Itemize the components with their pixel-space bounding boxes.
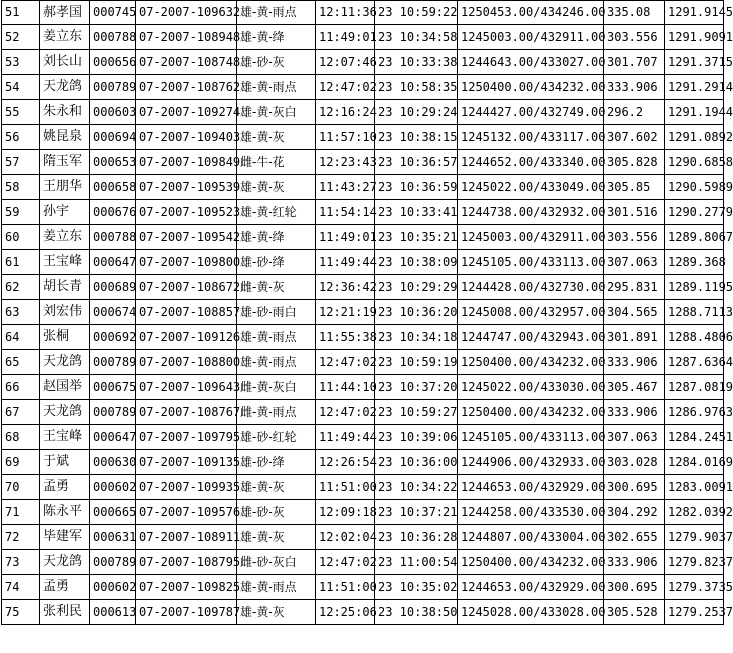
ring-number-cell: 07-2007-109643 (136, 375, 237, 400)
table-row (2, 600, 724, 625)
sex-color-cell: 雄-黄-雨点 (237, 575, 316, 600)
member-id-cell: 000630 (90, 450, 136, 475)
sex-color-cell: 雄-砂-绛 (237, 450, 316, 475)
distance-cell: 303.028 (604, 450, 665, 475)
ring-number-cell: 07-2007-109135 (136, 450, 237, 475)
ring-number-cell: 07-2007-108857 (136, 300, 237, 325)
member-id-cell: 000789 (90, 400, 136, 425)
speed-cell: 1291.9091 (665, 25, 724, 50)
speed-cell: 1290.6858 (665, 150, 724, 175)
sex-color-cell: 雌-黄-灰 (237, 275, 316, 300)
distance-cell: 303.556 (604, 25, 665, 50)
owner-name-cell: 胡长青 (40, 275, 90, 300)
owner-name-cell: 刘长山 (40, 50, 90, 75)
arrival-time-cell: 23 10:35:02 (375, 575, 458, 600)
rank-cell: 56 (2, 125, 40, 150)
ring-number-cell: 07-2007-109126 (136, 325, 237, 350)
owner-name-cell: 陈永平 (40, 500, 90, 525)
coordinates-cell: 1245132.00/433117.00 (458, 125, 604, 150)
member-id-cell: 000603 (90, 100, 136, 125)
arrival-time-cell: 23 10:36:20 (375, 300, 458, 325)
ring-number-cell: 07-2007-109849 (136, 150, 237, 175)
ring-number-cell: 07-2007-109800 (136, 250, 237, 275)
owner-name-cell: 孙宇 (40, 200, 90, 225)
arrival-time-cell: 23 10:36:57 (375, 150, 458, 175)
results-table (1, 0, 733, 625)
rank-cell: 59 (2, 200, 40, 225)
speed-cell: 1279.9037 (665, 525, 724, 550)
rank-cell: 73 (2, 550, 40, 575)
arrival-time-cell: 23 10:59:27 (375, 400, 458, 425)
sex-color-cell: 雄-砂-红轮 (237, 425, 316, 450)
ring-number-cell: 07-2007-109787 (136, 600, 237, 625)
speed-cell: 1291.1944 (665, 100, 724, 125)
rank-cell: 53 (2, 50, 40, 75)
table-row (2, 425, 724, 450)
coordinates-cell: 1245003.00/432911.00 (458, 225, 604, 250)
sex-color-cell: 雄-砂-灰 (237, 50, 316, 75)
ring-number-cell: 07-2007-108795 (136, 550, 237, 575)
speed-cell: 1291.3715 (665, 50, 724, 75)
distance-cell: 295.831 (604, 275, 665, 300)
arrival-time-cell: 23 10:34:58 (375, 25, 458, 50)
owner-name-cell: 天龙鸽 (40, 75, 90, 100)
ring-number-cell: 07-2007-108800 (136, 350, 237, 375)
speed-cell: 1284.0169 (665, 450, 724, 475)
ring-number-cell: 07-2007-108911 (136, 525, 237, 550)
sex-color-cell: 雄-黄-灰 (237, 175, 316, 200)
arrival-time-cell: 23 10:36:28 (375, 525, 458, 550)
sex-color-cell: 雄-黄-灰 (237, 125, 316, 150)
ring-number-cell: 07-2007-108748 (136, 50, 237, 75)
member-id-cell: 000789 (90, 350, 136, 375)
release-time-cell: 11:51:00 (316, 475, 375, 500)
ring-number-cell: 07-2007-109523 (136, 200, 237, 225)
member-id-cell: 000788 (90, 225, 136, 250)
owner-name-cell: 赵国举 (40, 375, 90, 400)
table-row (2, 225, 724, 250)
owner-name-cell: 于斌 (40, 450, 90, 475)
arrival-time-cell: 23 10:37:20 (375, 375, 458, 400)
sex-color-cell: 雄-黄-雨点 (237, 350, 316, 375)
distance-cell: 333.906 (604, 350, 665, 375)
speed-cell: 1279.2537 (665, 600, 724, 625)
speed-cell: 1288.7113 (665, 300, 724, 325)
ring-number-cell: 07-2007-109795 (136, 425, 237, 450)
arrival-time-cell: 23 10:59:19 (375, 350, 458, 375)
release-time-cell: 12:07:46 (316, 50, 375, 75)
table-row (2, 325, 724, 350)
arrival-time-cell: 23 10:38:09 (375, 250, 458, 275)
sex-color-cell: 雄-黄-绛 (237, 225, 316, 250)
table-row (2, 300, 724, 325)
rank-cell: 71 (2, 500, 40, 525)
owner-name-cell: 孟勇 (40, 475, 90, 500)
member-id-cell: 000689 (90, 275, 136, 300)
speed-cell: 1289.8067 (665, 225, 724, 250)
distance-cell: 305.85 (604, 175, 665, 200)
table-row (2, 1, 724, 25)
member-id-cell: 000653 (90, 150, 136, 175)
distance-cell: 304.292 (604, 500, 665, 525)
release-time-cell: 12:02:04 (316, 525, 375, 550)
speed-cell: 1291.0892 (665, 125, 724, 150)
arrival-time-cell: 23 10:36:59 (375, 175, 458, 200)
member-id-cell: 000676 (90, 200, 136, 225)
member-id-cell: 000631 (90, 525, 136, 550)
release-time-cell: 12:36:42 (316, 275, 375, 300)
rank-cell: 57 (2, 150, 40, 175)
sex-color-cell: 雄-黄-雨点 (237, 325, 316, 350)
sex-color-cell: 雌-黄-灰白 (237, 375, 316, 400)
distance-cell: 300.695 (604, 575, 665, 600)
results-table-body (2, 1, 733, 625)
distance-cell: 296.2 (604, 100, 665, 125)
arrival-time-cell: 23 10:37:21 (375, 500, 458, 525)
ring-number-cell: 07-2007-109632 (136, 1, 237, 25)
rank-cell: 65 (2, 350, 40, 375)
distance-cell: 303.556 (604, 225, 665, 250)
distance-cell: 301.707 (604, 50, 665, 75)
speed-cell: 1289.368 (665, 250, 724, 275)
ring-number-cell: 07-2007-109576 (136, 500, 237, 525)
rank-cell: 70 (2, 475, 40, 500)
ring-number-cell: 07-2007-109274 (136, 100, 237, 125)
distance-cell: 305.467 (604, 375, 665, 400)
distance-cell: 305.528 (604, 600, 665, 625)
arrival-time-cell: 23 10:33:41 (375, 200, 458, 225)
arrival-time-cell: 23 10:29:24 (375, 100, 458, 125)
arrival-time-cell: 23 10:33:38 (375, 50, 458, 75)
ring-number-cell: 07-2007-108767 (136, 400, 237, 425)
ring-number-cell: 07-2007-108762 (136, 75, 237, 100)
sex-color-cell: 雌-牛-花 (237, 150, 316, 175)
speed-cell: 1283.0091 (665, 475, 724, 500)
coordinates-cell: 1244427.00/432749.00 (458, 100, 604, 125)
ring-number-cell: 07-2007-109539 (136, 175, 237, 200)
rank-cell: 60 (2, 225, 40, 250)
distance-cell: 302.655 (604, 525, 665, 550)
sex-color-cell: 雄-砂-雨白 (237, 300, 316, 325)
coordinates-cell: 1244428.00/432730.00 (458, 275, 604, 300)
rank-cell: 72 (2, 525, 40, 550)
rank-cell: 51 (2, 1, 40, 25)
member-id-cell: 000665 (90, 500, 136, 525)
release-time-cell: 12:47:02 (316, 75, 375, 100)
sex-color-cell: 雄-黄-灰 (237, 525, 316, 550)
member-id-cell: 000647 (90, 250, 136, 275)
ring-number-cell: 07-2007-109542 (136, 225, 237, 250)
table-row (2, 525, 724, 550)
rank-cell: 52 (2, 25, 40, 50)
owner-name-cell: 天龙鸽 (40, 550, 90, 575)
table-row (2, 125, 724, 150)
table-row (2, 550, 724, 575)
release-time-cell: 12:09:18 (316, 500, 375, 525)
release-time-cell: 11:54:14 (316, 200, 375, 225)
sex-color-cell: 雄-黄-雨点 (237, 1, 316, 25)
rank-cell: 63 (2, 300, 40, 325)
rank-cell: 62 (2, 275, 40, 300)
rank-cell: 61 (2, 250, 40, 275)
sex-color-cell: 雄-黄-灰白 (237, 100, 316, 125)
coordinates-cell: 1245105.00/433113.00 (458, 425, 604, 450)
release-time-cell: 12:16:24 (316, 100, 375, 125)
ring-number-cell: 07-2007-108672 (136, 275, 237, 300)
release-time-cell: 11:55:38 (316, 325, 375, 350)
coordinates-cell: 1244738.00/432932.00 (458, 200, 604, 225)
release-time-cell: 12:11:36 (316, 1, 375, 25)
distance-cell: 307.602 (604, 125, 665, 150)
speed-cell: 1286.9763 (665, 400, 724, 425)
member-id-cell: 000788 (90, 25, 136, 50)
release-time-cell: 11:43:27 (316, 175, 375, 200)
table-row (2, 50, 724, 75)
coordinates-cell: 1245022.00/433030.00 (458, 375, 604, 400)
distance-cell: 300.695 (604, 475, 665, 500)
owner-name-cell: 姜立东 (40, 225, 90, 250)
coordinates-cell: 1244652.00/433340.00 (458, 150, 604, 175)
ring-number-cell: 07-2007-109403 (136, 125, 237, 150)
table-row (2, 475, 724, 500)
owner-name-cell: 张桐 (40, 325, 90, 350)
arrival-time-cell: 23 10:38:50 (375, 600, 458, 625)
speed-cell: 1290.5989 (665, 175, 724, 200)
coordinates-cell: 1250400.00/434232.00 (458, 400, 604, 425)
coordinates-cell: 1244906.00/432933.00 (458, 450, 604, 475)
member-id-cell: 000692 (90, 325, 136, 350)
member-id-cell: 000602 (90, 575, 136, 600)
coordinates-cell: 1245028.00/433028.00 (458, 600, 604, 625)
sex-color-cell: 雄-黄-灰 (237, 600, 316, 625)
speed-cell: 1279.3735 (665, 575, 724, 600)
coordinates-cell: 1250400.00/434232.00 (458, 350, 604, 375)
speed-cell: 1284.2451 (665, 425, 724, 450)
rank-cell: 64 (2, 325, 40, 350)
owner-name-cell: 姜立东 (40, 25, 90, 50)
arrival-time-cell: 23 10:59:22 (375, 1, 458, 25)
table-row (2, 150, 724, 175)
coordinates-cell: 1250453.00/434246.00 (458, 1, 604, 25)
speed-cell: 1290.2779 (665, 200, 724, 225)
owner-name-cell: 姚昆泉 (40, 125, 90, 150)
table-row (2, 250, 724, 275)
sex-color-cell: 雄-黄-雨点 (237, 75, 316, 100)
distance-cell: 307.063 (604, 250, 665, 275)
member-id-cell: 000656 (90, 50, 136, 75)
member-id-cell: 000745 (90, 1, 136, 25)
member-id-cell: 000675 (90, 375, 136, 400)
sex-color-cell: 雄-黄-灰 (237, 475, 316, 500)
coordinates-cell: 1244653.00/432929.00 (458, 475, 604, 500)
owner-name-cell: 毕建军 (40, 525, 90, 550)
distance-cell: 305.828 (604, 150, 665, 175)
release-time-cell: 11:49:44 (316, 425, 375, 450)
distance-cell: 333.906 (604, 550, 665, 575)
release-time-cell: 11:49:01 (316, 225, 375, 250)
member-id-cell: 000658 (90, 175, 136, 200)
distance-cell: 307.063 (604, 425, 665, 450)
arrival-time-cell: 23 10:34:18 (375, 325, 458, 350)
ring-number-cell: 07-2007-109935 (136, 475, 237, 500)
rank-cell: 69 (2, 450, 40, 475)
rank-cell: 68 (2, 425, 40, 450)
coordinates-cell: 1250400.00/434232.00 (458, 75, 604, 100)
rank-cell: 74 (2, 575, 40, 600)
release-time-cell: 12:25:06 (316, 600, 375, 625)
distance-cell: 301.516 (604, 200, 665, 225)
speed-cell: 1287.6364 (665, 350, 724, 375)
owner-name-cell: 刘宏伟 (40, 300, 90, 325)
table-row (2, 175, 724, 200)
speed-cell: 1287.0819 (665, 375, 724, 400)
owner-name-cell: 孟勇 (40, 575, 90, 600)
table-row (2, 500, 724, 525)
ring-number-cell: 07-2007-108948 (136, 25, 237, 50)
member-id-cell: 000613 (90, 600, 136, 625)
member-id-cell: 000647 (90, 425, 136, 450)
arrival-time-cell: 23 10:35:21 (375, 225, 458, 250)
arrival-time-cell: 23 10:39:06 (375, 425, 458, 450)
coordinates-cell: 1245008.00/432957.00 (458, 300, 604, 325)
sex-color-cell: 雄-黄-绛 (237, 25, 316, 50)
owner-name-cell: 张利民 (40, 600, 90, 625)
distance-cell: 335.08 (604, 1, 665, 25)
release-time-cell: 12:47:02 (316, 350, 375, 375)
release-time-cell: 12:21:19 (316, 300, 375, 325)
coordinates-cell: 1244747.00/432943.00 (458, 325, 604, 350)
distance-cell: 333.906 (604, 75, 665, 100)
speed-cell: 1291.9145 (665, 1, 724, 25)
member-id-cell: 000674 (90, 300, 136, 325)
table-row (2, 450, 724, 475)
release-time-cell: 12:23:43 (316, 150, 375, 175)
distance-cell: 304.565 (604, 300, 665, 325)
speed-cell: 1291.2914 (665, 75, 724, 100)
sex-color-cell: 雌-砂-灰白 (237, 550, 316, 575)
release-time-cell: 12:47:02 (316, 550, 375, 575)
arrival-time-cell: 23 10:38:15 (375, 125, 458, 150)
member-id-cell: 000602 (90, 475, 136, 500)
rank-cell: 75 (2, 600, 40, 625)
table-row (2, 25, 724, 50)
owner-name-cell: 王宝峰 (40, 250, 90, 275)
table-row (2, 75, 724, 100)
owner-name-cell: 天龙鸽 (40, 400, 90, 425)
table-row (2, 275, 724, 300)
owner-name-cell: 王朋华 (40, 175, 90, 200)
coordinates-cell: 1244807.00/433004.00 (458, 525, 604, 550)
coordinates-cell: 1244643.00/433027.00 (458, 50, 604, 75)
arrival-time-cell: 23 10:29:29 (375, 275, 458, 300)
table-row (2, 400, 724, 425)
owner-name-cell: 天龙鸽 (40, 350, 90, 375)
release-time-cell: 11:57:10 (316, 125, 375, 150)
speed-cell: 1288.4806 (665, 325, 724, 350)
ring-number-cell: 07-2007-109825 (136, 575, 237, 600)
rank-cell: 66 (2, 375, 40, 400)
table-row (2, 200, 724, 225)
owner-name-cell: 王宝峰 (40, 425, 90, 450)
rank-cell: 58 (2, 175, 40, 200)
rank-cell: 54 (2, 75, 40, 100)
table-row (2, 100, 724, 125)
distance-cell: 301.891 (604, 325, 665, 350)
sex-color-cell: 雄-砂-灰 (237, 500, 316, 525)
sex-color-cell: 雄-黄-红轮 (237, 200, 316, 225)
table-row (2, 375, 724, 400)
distance-cell: 333.906 (604, 400, 665, 425)
release-time-cell: 11:51:00 (316, 575, 375, 600)
owner-name-cell: 郝孝国 (40, 1, 90, 25)
arrival-time-cell: 23 10:58:35 (375, 75, 458, 100)
coordinates-cell: 1250400.00/434232.00 (458, 550, 604, 575)
coordinates-cell: 1245003.00/432911.00 (458, 25, 604, 50)
rank-cell: 67 (2, 400, 40, 425)
arrival-time-cell: 23 10:34:22 (375, 475, 458, 500)
sex-color-cell: 雄-砂-绛 (237, 250, 316, 275)
coordinates-cell: 1244653.00/432929.00 (458, 575, 604, 600)
owner-name-cell: 隋玉军 (40, 150, 90, 175)
speed-cell: 1279.8237 (665, 550, 724, 575)
owner-name-cell: 朱永和 (40, 100, 90, 125)
release-time-cell: 12:26:54 (316, 450, 375, 475)
member-id-cell: 000789 (90, 75, 136, 100)
coordinates-cell: 1245105.00/433113.00 (458, 250, 604, 275)
speed-cell: 1289.1195 (665, 275, 724, 300)
coordinates-cell: 1245022.00/433049.00 (458, 175, 604, 200)
arrival-time-cell: 23 10:36:00 (375, 450, 458, 475)
release-time-cell: 12:47:02 (316, 400, 375, 425)
coordinates-cell: 1244258.00/433530.00 (458, 500, 604, 525)
arrival-time-cell: 23 11:00:54 (375, 550, 458, 575)
release-time-cell: 11:44:10 (316, 375, 375, 400)
release-time-cell: 11:49:01 (316, 25, 375, 50)
sex-color-cell: 雌-黄-雨点 (237, 400, 316, 425)
table-row (2, 575, 724, 600)
table-row (2, 350, 724, 375)
member-id-cell: 000694 (90, 125, 136, 150)
rank-cell: 55 (2, 100, 40, 125)
release-time-cell: 11:49:44 (316, 250, 375, 275)
speed-cell: 1282.0392 (665, 500, 724, 525)
member-id-cell: 000789 (90, 550, 136, 575)
